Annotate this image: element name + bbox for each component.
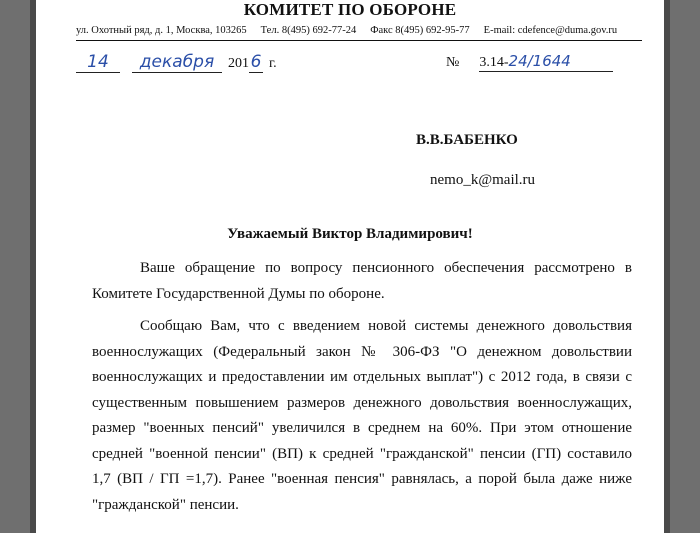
phone: Тел. 8(495) 692-77-24 [260, 25, 357, 36]
date-year-digit: 6 [250, 52, 262, 72]
reference-prefix: 3.14- [479, 55, 509, 70]
letter-body [92, 256, 632, 518]
fax: Факс 8(495) 692-95-77 [370, 25, 470, 36]
salutation: Уважаемый Виктор Владимирович! [227, 226, 473, 242]
body-paragraph: Ваше обращение по вопросу пенсионного обеспечения рассмотрено в Комитете Государственной Думы по обороне. [92, 260, 632, 302]
letterhead-contacts [76, 25, 636, 36]
date-line [76, 52, 277, 73]
email-address: E-mail: cdefence@duma.gov.ru [483, 25, 618, 36]
reference-number: 24/1644 [508, 52, 571, 70]
letter-page [36, 0, 664, 533]
body-paragraph: Сообщаю Вам, что с введением новой системы денежного довольствия военнослужащих (Федеральный закон № 306-ФЗ "О денежном довольствии военнослужащих и предоставлении им отдельных выплат") с 2012 года, в связи с существенным повышением размеров денежного довольствия военнослужащих, размер "военных пенсий" увеличился в среднем на 60%. При этом отношение средней "военной пенсии" (ВП) к средней "гражданской" пенсии (ГП) составило 1,7 (ВП / ГП =1,7). Ранее "военная пенсия" равнялась, а порой была даже ниже "гражданской" пенсии. [92, 318, 632, 513]
organization-title: КОМИТЕТ ПО ОБОРОНЕ [243, 0, 457, 19]
date-year-suffix: г. [269, 56, 277, 71]
reference-label: № [446, 55, 460, 70]
letterhead-divider [76, 40, 642, 41]
recipient-email: nemo_k@mail.ru [430, 172, 536, 188]
date-day: 14 [76, 52, 120, 73]
reference-number-line [446, 52, 613, 72]
reference-field [479, 52, 613, 72]
date-year-prefix: 201 [228, 56, 249, 71]
recipient-name: В.В.БАБЕНКО [416, 132, 518, 148]
date-month: декабря [132, 52, 222, 73]
page-edge-right [664, 0, 670, 533]
address: ул. Охотный ряд, д. 1, Москва, 103265 [76, 25, 247, 36]
